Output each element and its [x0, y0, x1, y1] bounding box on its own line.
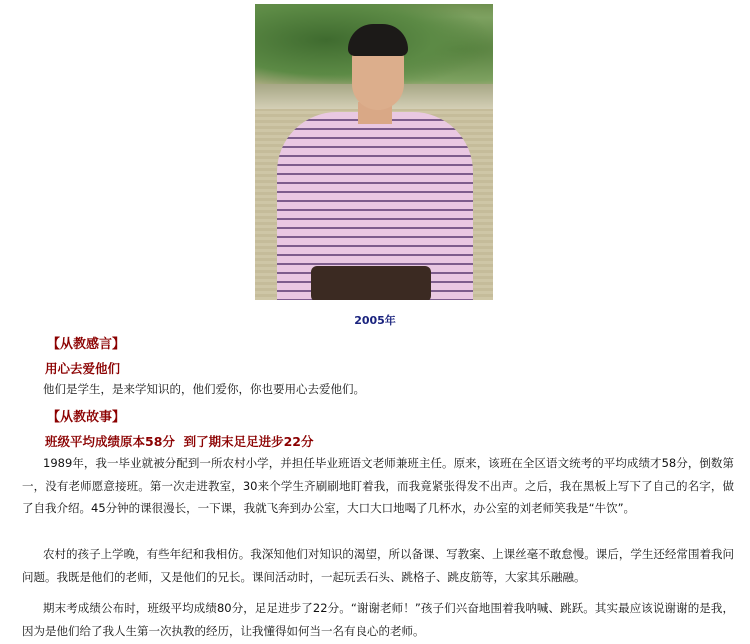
- story-paragraph-2: 农村的孩子上学晚，有些年纪和我相仿。我深知他们对知识的渴望，所以备课、写教案、上课丝毫不敢怠慢。课后，学生还经常围着我问问题。我既是他们的老师，又是他们的兄长。课间活动时，一起玩丢石头、跳格子、跳皮筋等，大家其乐融融。: [22, 547, 734, 584]
- teacher-photo: [255, 4, 493, 300]
- story-section-heading: 【从教故事】: [47, 410, 126, 425]
- photo-belt: [311, 266, 431, 300]
- photo-caption: 2005年: [354, 314, 396, 327]
- motto-subtitle: 用心去爱他们: [45, 361, 121, 376]
- story-paragraph-3: 期末考成绩公布时，班级平均成绩80分，足足进步了22分。“谢谢老师！”孩子们兴奋地围着我呐喊、跳跃。其实最应该说谢谢的是我，因为是他们给了我人生第一次执教的经历，让我懂得如何当一名有良心的老师。: [22, 601, 734, 638]
- motto-section-heading: 【从教感言】: [47, 337, 126, 352]
- story-subtitle: 班级平均成绩原本58分 到了期末足足进步22分: [45, 434, 314, 449]
- story-paragraph-1: 1989年，我一毕业就被分配到一所农村小学，并担任毕业班语文老师兼班主任。原来，该班在全区语文统考的平均成绩才58分，倒数第一，没有老师愿意接班。第一次走进教室，30来个学生齐刷刷地盯着我，而我竟紧张得发不出声。之后，我在黑板上写下了自己的名字，做了自我介绍。45分钟的课很漫长，一下课，我就飞奔到办公室，大口大口地喝了几杯水，办公室的刘老师笑我是“牛饮”。: [22, 456, 734, 515]
- motto-text: 他们是学生，是来学知识的，他们爱你，你也要用心去爱他们。: [43, 382, 365, 396]
